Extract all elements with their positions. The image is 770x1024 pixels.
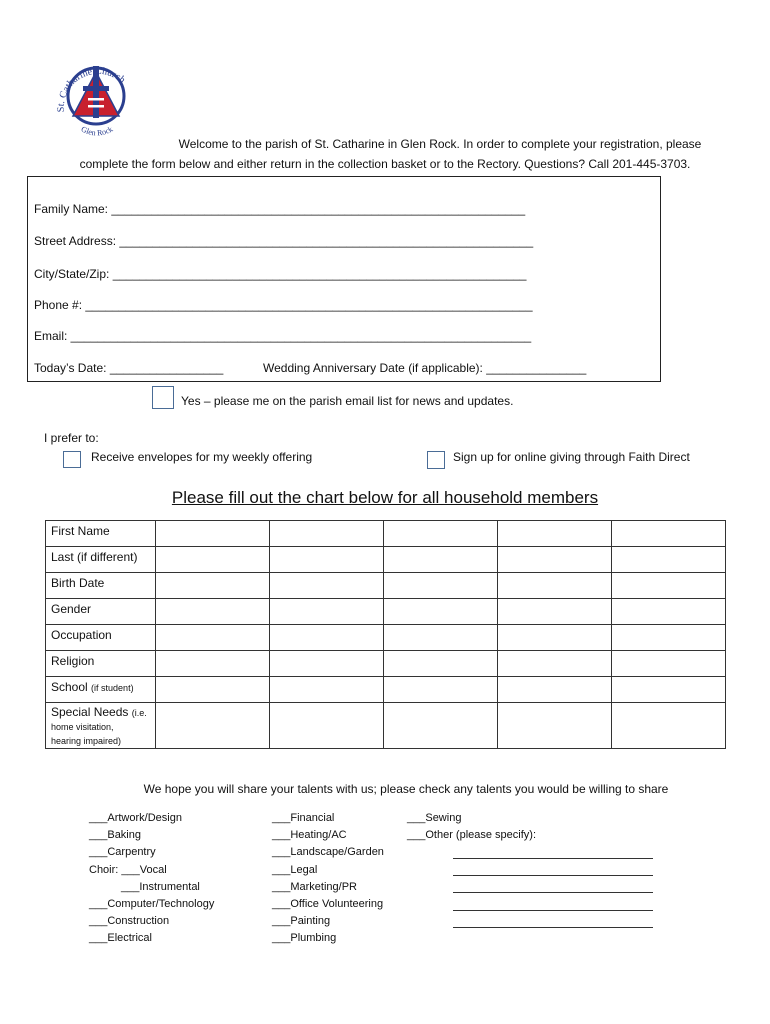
other-specify-line[interactable] — [453, 875, 653, 876]
anniversary-date-field[interactable]: Wedding Anniversary Date (if applicable): _______________ — [263, 361, 587, 375]
talent-baking[interactable]: ___Baking — [89, 829, 141, 842]
email-field[interactable]: Email: _____________________________________________________________________ — [34, 329, 532, 343]
table-cell[interactable] — [384, 703, 498, 749]
table-cell[interactable] — [384, 521, 498, 547]
table-cell[interactable] — [612, 651, 726, 677]
intro-line-1: Welcome to the parish of St. Catharine in Glen Rock. In order to complete your registration, please — [178, 137, 702, 151]
logo-arc-text-bottom: Glen Rock — [79, 124, 115, 138]
table-cell[interactable] — [498, 521, 612, 547]
table-cell[interactable] — [270, 547, 384, 573]
table-cell[interactable] — [384, 625, 498, 651]
todays-date-field[interactable]: Today’s Date: _________________ — [34, 361, 224, 375]
talent-artwork[interactable]: ___Artwork/Design — [89, 812, 182, 824]
phone-field[interactable]: Phone #: ___________________________________________________________________ — [34, 298, 533, 312]
talent-legal[interactable]: ___Legal — [272, 863, 318, 876]
talent-computer[interactable]: ___Computer/Technology — [89, 898, 215, 911]
table-row — [46, 573, 726, 599]
talent-construction[interactable]: ___Construction — [89, 915, 170, 928]
online-giving-label: Sign up for online giving through Faith Direct — [453, 450, 690, 464]
talent-instrumental[interactable]: ___Instrumental — [121, 880, 200, 893]
table-cell[interactable] — [156, 573, 270, 599]
row-label-special-needs — [46, 703, 156, 749]
church-logo — [50, 50, 142, 142]
table-row — [46, 521, 726, 547]
intro-line-2: complete the form below and either return in the collection basket or to the Rectory. Questions? Call 201-445-3703. — [79, 157, 691, 171]
other-specify-line[interactable] — [453, 910, 653, 911]
school-label: School — [51, 680, 88, 694]
table-cell[interactable] — [612, 573, 726, 599]
table-cell[interactable] — [498, 677, 612, 703]
table-cell[interactable] — [612, 625, 726, 651]
table-cell[interactable] — [612, 547, 726, 573]
table-cell[interactable] — [384, 573, 498, 599]
special-needs-note-2: home visitation, — [51, 722, 114, 732]
table-cell[interactable] — [270, 625, 384, 651]
table-cell[interactable] — [156, 599, 270, 625]
talent-heating[interactable]: ___Heating/AC — [272, 829, 347, 842]
talents-column-2 — [272, 810, 384, 948]
talent-carpentry[interactable]: ___Carpentry — [89, 846, 156, 859]
household-chart-title: Please fill out the chart below for all household members — [171, 488, 599, 507]
table-cell[interactable] — [612, 677, 726, 703]
table-cell[interactable] — [612, 521, 726, 547]
row-label-first-name: First Name — [46, 521, 156, 547]
envelopes-checkbox[interactable] — [63, 451, 81, 468]
special-needs-note-3: hearing impaired) — [51, 736, 122, 746]
table-row — [46, 703, 726, 749]
table-row — [46, 547, 726, 573]
talent-plumbing[interactable]: ___Plumbing — [272, 932, 337, 945]
table-row — [46, 599, 726, 625]
table-cell[interactable] — [384, 547, 498, 573]
family-name-field[interactable]: Family Name: ______________________________________________________________ — [34, 202, 526, 216]
table-cell[interactable] — [384, 677, 498, 703]
prefer-heading: I prefer to: — [44, 431, 99, 445]
table-cell[interactable] — [498, 703, 612, 749]
talents-intro: We hope you will share your talents with us; please check any talents you would be willing to share — [143, 782, 669, 796]
table-cell[interactable] — [156, 677, 270, 703]
row-label-school — [46, 677, 156, 703]
table-cell[interactable] — [270, 521, 384, 547]
email-list-checkbox[interactable] — [152, 386, 174, 409]
talent-sewing[interactable]: ___Sewing — [407, 812, 462, 824]
talents-column-3 — [407, 810, 536, 844]
table-cell[interactable] — [270, 651, 384, 677]
row-label-birth-date: Birth Date — [46, 573, 156, 599]
city-state-zip-field[interactable]: City/State/Zip: ______________________________________________________________ — [34, 267, 527, 281]
email-list-label: Yes – please me on the parish email list for news and updates. — [181, 394, 514, 408]
table-cell[interactable] — [270, 573, 384, 599]
table-cell[interactable] — [270, 703, 384, 749]
row-label-occupation: Occupation — [46, 625, 156, 651]
table-row — [46, 625, 726, 651]
other-specify-line[interactable] — [453, 892, 653, 893]
table-cell[interactable] — [156, 703, 270, 749]
table-cell[interactable] — [384, 651, 498, 677]
talent-electrical[interactable]: ___Electrical — [89, 932, 152, 945]
other-specify-line[interactable] — [453, 858, 653, 859]
row-label-last-name: Last (if different) — [46, 547, 156, 573]
envelopes-label: Receive envelopes for my weekly offering — [91, 450, 313, 464]
table-cell[interactable] — [156, 625, 270, 651]
table-cell[interactable] — [498, 625, 612, 651]
intro-paragraph — [20, 134, 750, 174]
talent-marketing[interactable]: ___Marketing/PR — [272, 880, 357, 893]
table-cell[interactable] — [156, 547, 270, 573]
table-cell[interactable] — [270, 599, 384, 625]
talent-other[interactable]: ___Other (please specify): — [407, 829, 537, 842]
school-note: (if student) — [91, 683, 134, 693]
talent-financial[interactable]: ___Financial — [272, 812, 335, 824]
talent-painting[interactable]: ___Painting — [272, 915, 331, 928]
other-specify-line[interactable] — [453, 927, 653, 928]
table-cell[interactable] — [612, 599, 726, 625]
household-table — [45, 520, 726, 749]
table-cell[interactable] — [498, 573, 612, 599]
online-giving-checkbox[interactable] — [427, 451, 445, 469]
table-cell[interactable] — [498, 547, 612, 573]
table-cell[interactable] — [156, 521, 270, 547]
table-row — [46, 677, 726, 703]
row-label-gender: Gender — [46, 599, 156, 625]
talent-landscape[interactable]: ___Landscape/Garden — [272, 846, 384, 859]
talent-choir-vocal[interactable]: Choir: ___Vocal — [89, 863, 167, 876]
special-needs-label: Special Needs — [51, 705, 129, 719]
row-label-religion: Religion — [46, 651, 156, 677]
table-cell[interactable] — [270, 677, 384, 703]
table-cell[interactable] — [498, 599, 612, 625]
table-cell[interactable] — [384, 599, 498, 625]
table-cell[interactable] — [612, 703, 726, 749]
table-row — [46, 651, 726, 677]
table-cell[interactable] — [498, 651, 612, 677]
street-address-field[interactable]: Street Address: ______________________________________________________________ — [34, 234, 534, 248]
table-cell[interactable] — [156, 651, 270, 677]
talents-column-1 — [89, 810, 214, 948]
logo-arc-text-top: St. Catharine Church — [55, 65, 128, 113]
talent-office[interactable]: ___Office Volunteering — [272, 898, 384, 911]
special-needs-note: (i.e. — [131, 708, 147, 718]
